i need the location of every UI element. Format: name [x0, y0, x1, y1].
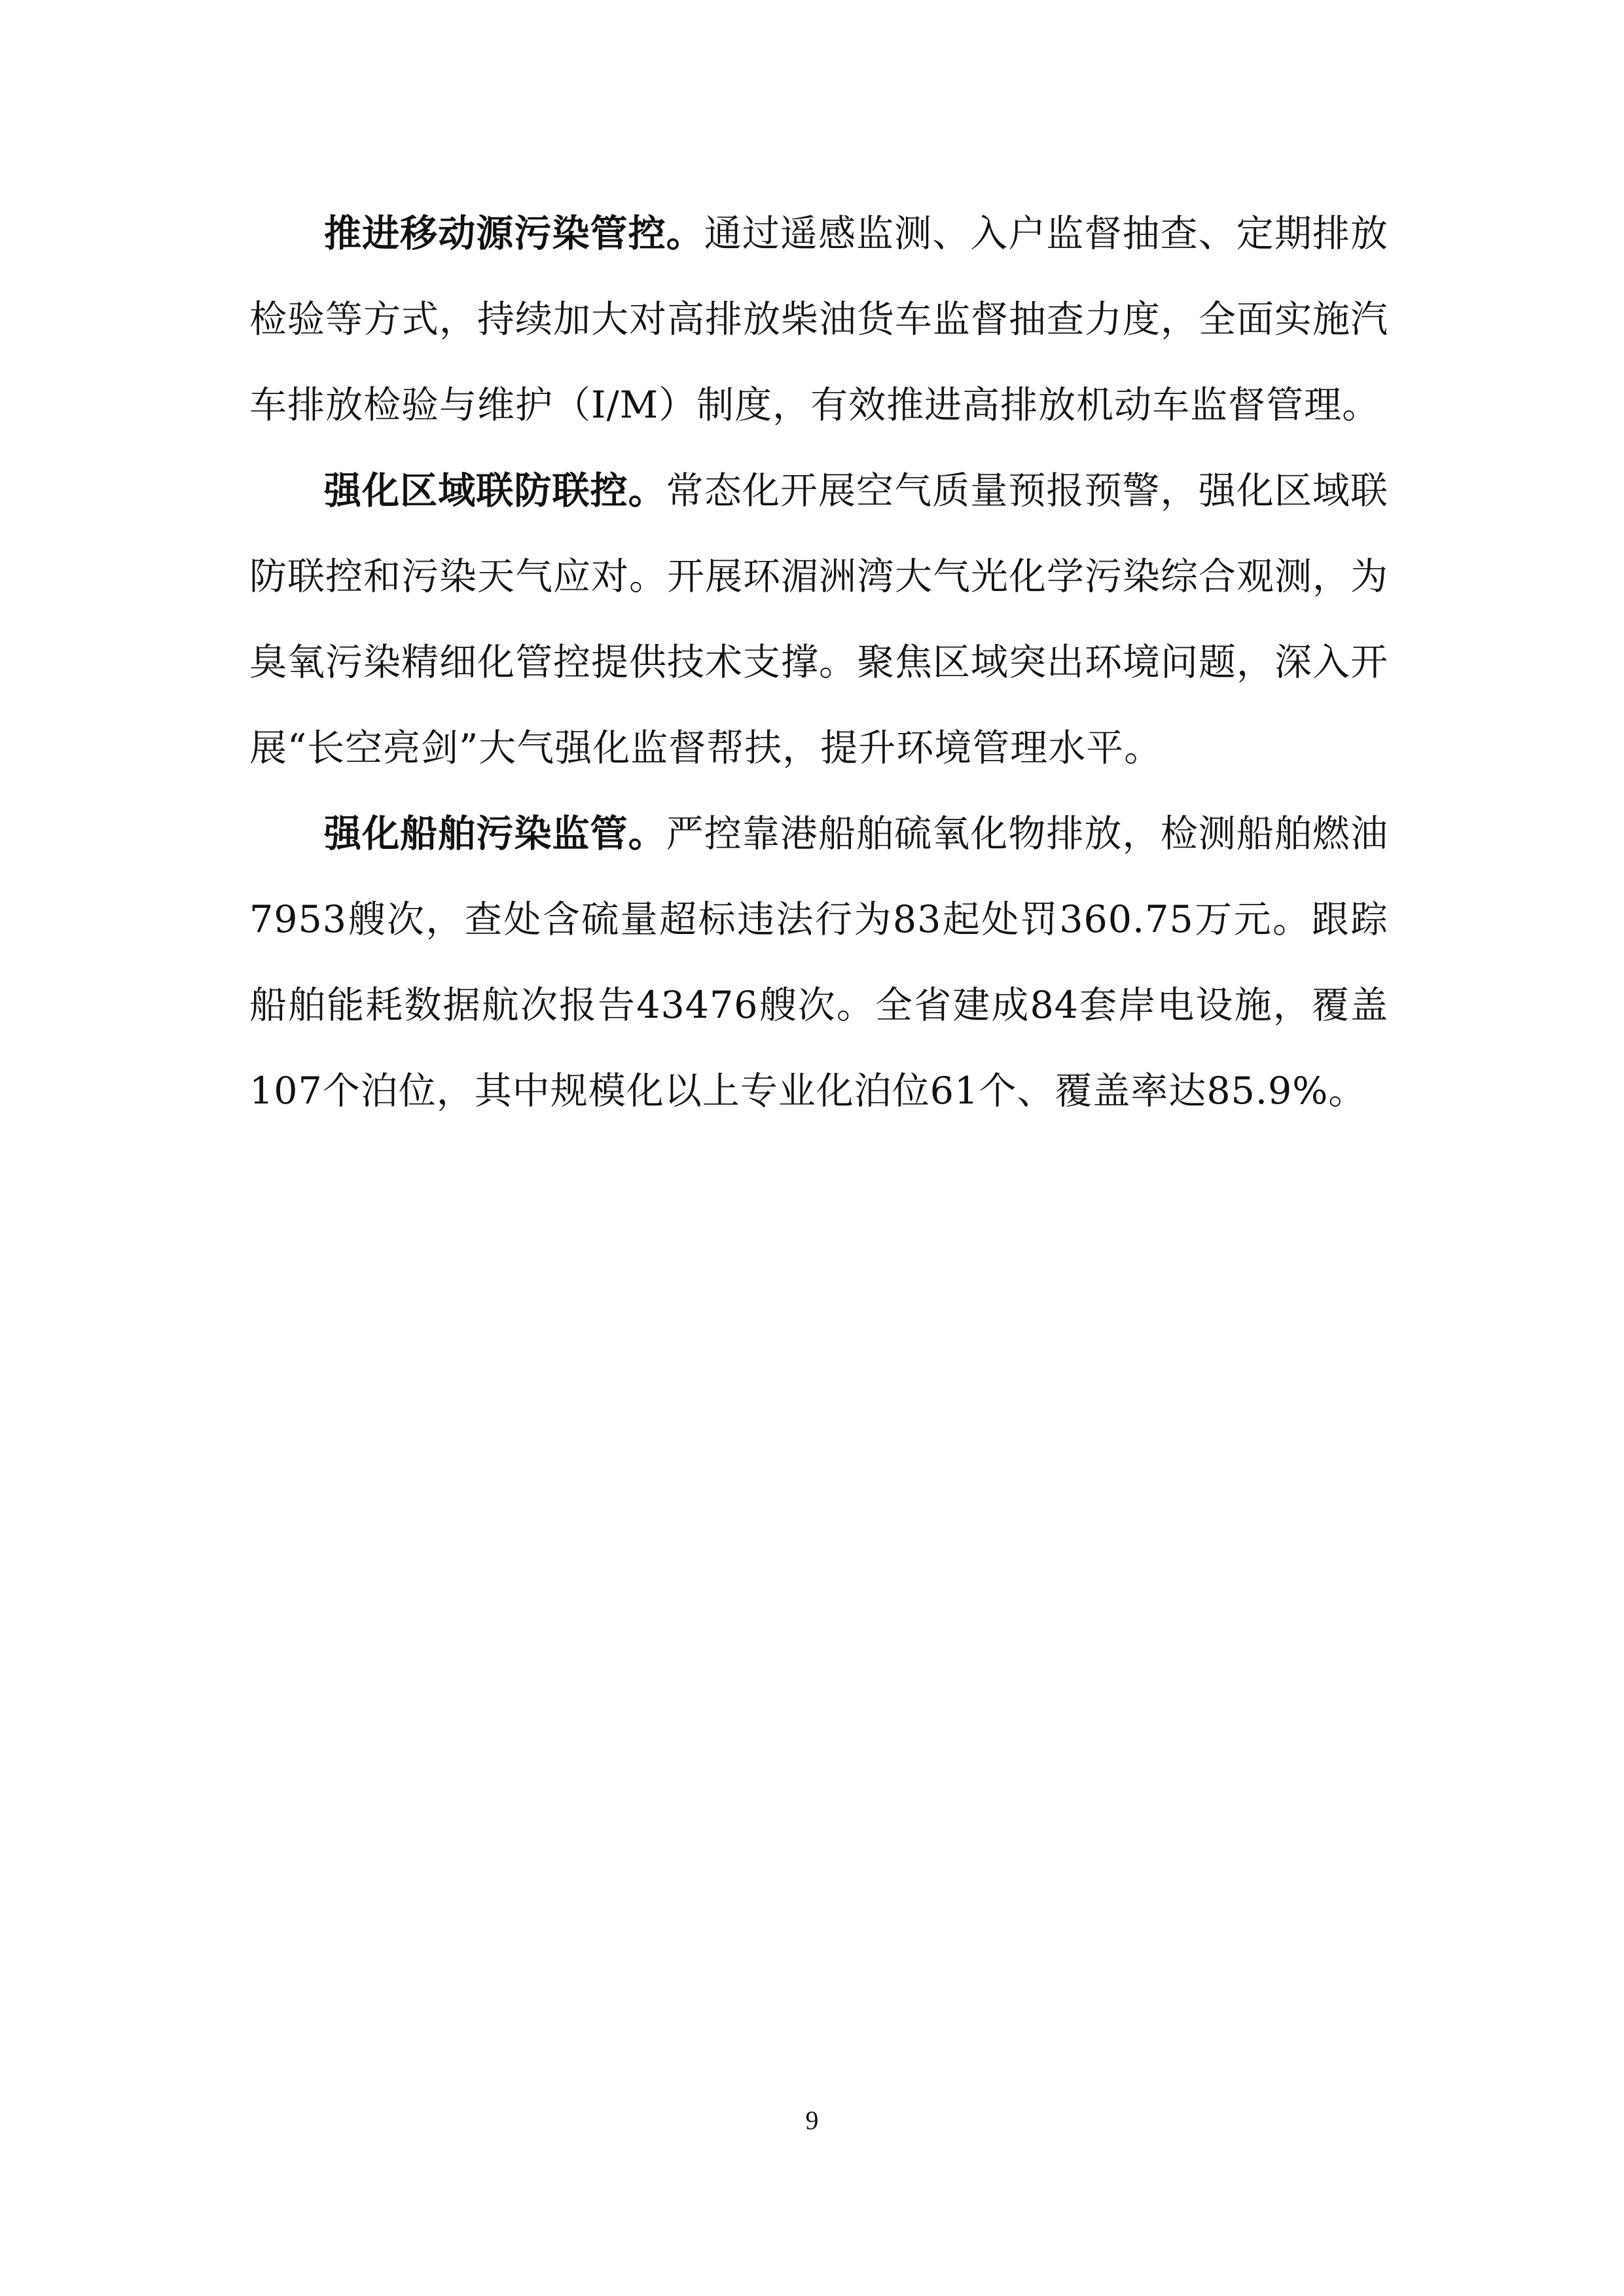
paragraph-regional-joint-control: [249, 448, 1388, 791]
paragraph-body: 通过遥感监测、入户监督抽查、定期排放检验等方式，持续加大对高排放柴油货车监督抽查力度，全面实施汽车排放检验与维护（I/M）制度，有效推进高排放机动车监督管理。: [249, 212, 1389, 427]
paragraph-heading: 推进移动源污染管控。: [324, 212, 704, 255]
body-text: [249, 191, 1388, 1134]
paragraph-body: 严控靠港船舶硫氧化物排放，检测船舶燃油7953艘次，查处含硫量超标违法行为83起处罚360.75万元。跟踪船舶能耗数据航次报告43476艘次。全省建成84套岸电设施，覆盖107个泊位，其中规模化以上专业化泊位61个、覆盖率达85.9%。: [249, 812, 1389, 1113]
paragraph-mobile-source-control: [249, 191, 1388, 448]
paragraph-ship-pollution-supervision: [249, 791, 1388, 1134]
paragraph-heading: 强化船舶污染监管。: [324, 812, 666, 855]
paragraph-heading: 强化区域联防联控。: [324, 469, 666, 512]
page-number: 9: [805, 2106, 819, 2135]
paragraph-body: 常态化开展空气质量预报预警，强化区域联防联控和污染天气应对。开展环湄洲湾大气光化学污染综合观测，为臭氧污染精细化管控提供技术支撑。聚焦区域突出环境问题，深入开展“长空亮剑”大气强化监督帮扶，提升环境管理水平。: [249, 469, 1389, 770]
